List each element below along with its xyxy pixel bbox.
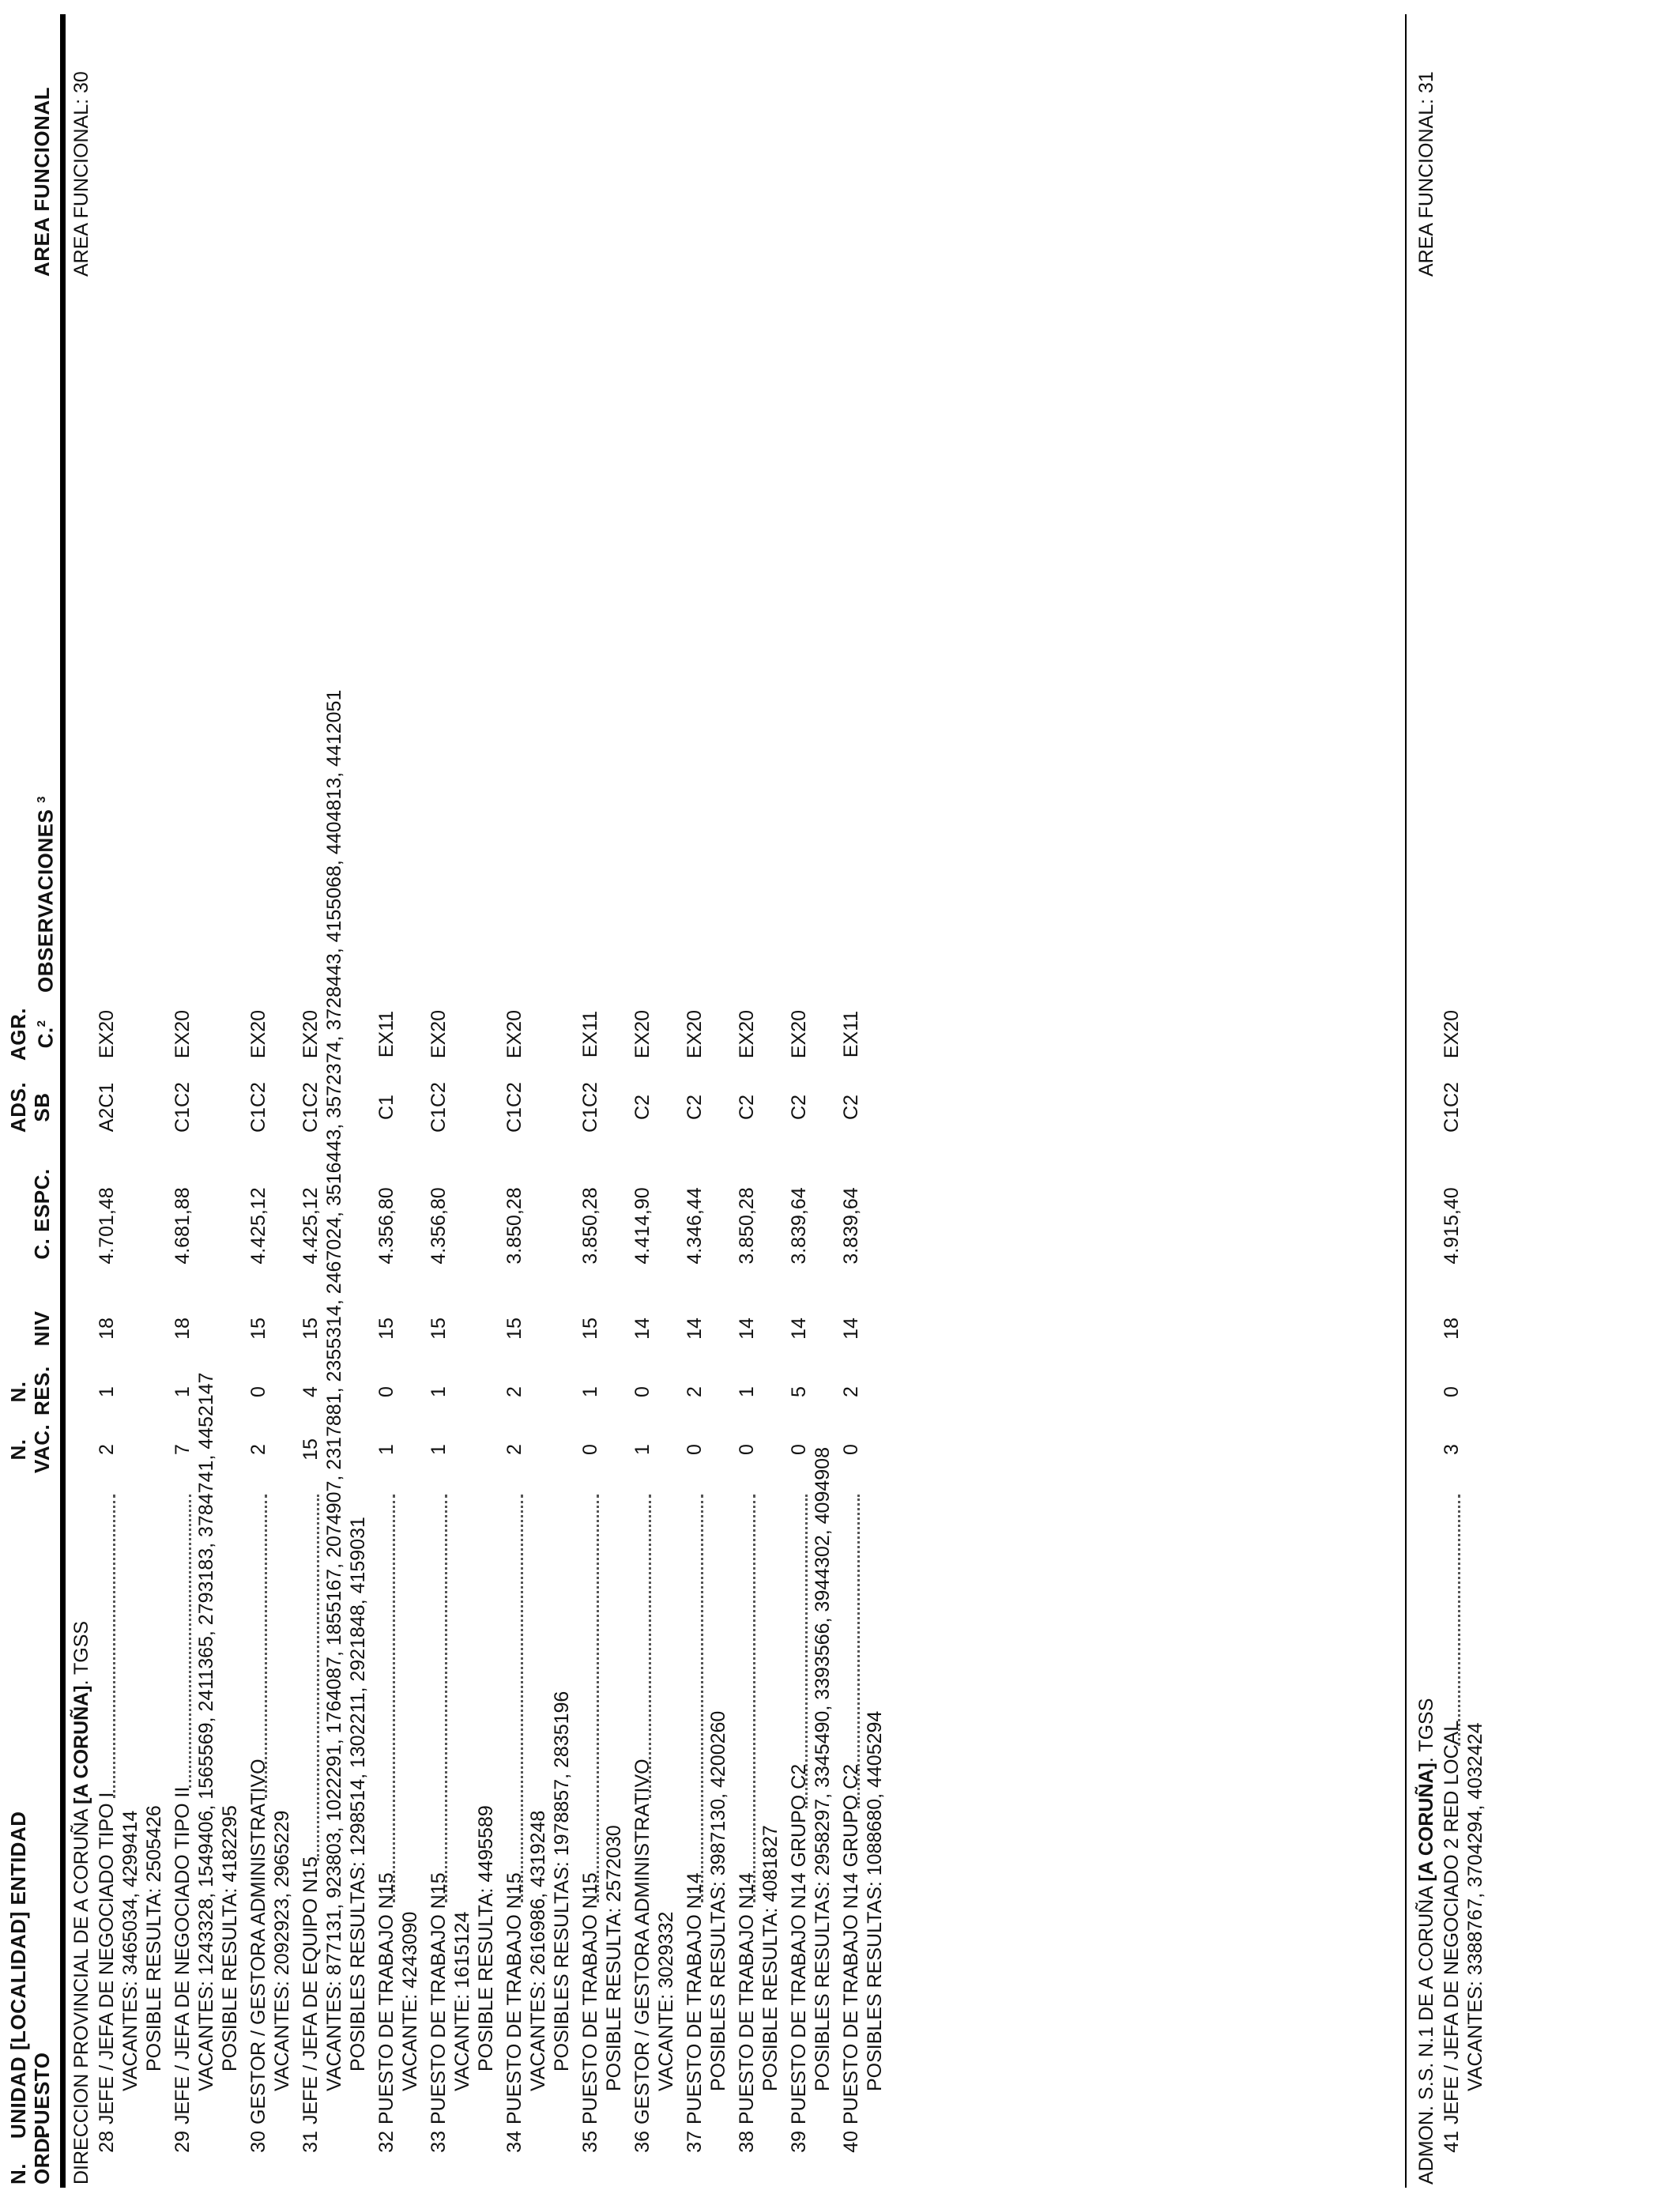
header-obs-label: OBSERVACIONES (33, 809, 58, 993)
unit-name: ADMON. S.S. N.1 DE A CORUÑA (1415, 1881, 1437, 2185)
header-agr-line1: AGR. (6, 1008, 30, 1061)
row-puesto: PUESTO DE TRABAJO N14 GRUPO C2 (840, 1763, 862, 2124)
row-niv: 15 (247, 1318, 269, 1340)
row-puesto: PUESTO DE TRABAJO N14 (684, 1872, 706, 2124)
row-cespc: 3.850,28 (579, 1187, 601, 1265)
row-agr: EX20 (1441, 1009, 1463, 1059)
row-ord: 30 (247, 2131, 269, 2153)
row-res: 1 (579, 1386, 601, 1397)
row-agr: EX20 (428, 1009, 450, 1059)
row-puesto: JEFE / JEFA DE NEGOCIADO 2 RED LOCAL (1441, 1720, 1463, 2124)
row-vac: 0 (684, 1444, 706, 1455)
row-puesto: PUESTO DE TRABAJO N15 (428, 1872, 450, 2124)
header-res (6, 1368, 54, 1416)
row-res: 0 (631, 1386, 654, 1397)
row-detail: POSIBLE RESULTA: 2572030 (603, 1825, 625, 2091)
row-agr: EX20 (503, 1009, 525, 1059)
row-agr: EX20 (736, 1009, 758, 1059)
row-vac: 1 (375, 1444, 397, 1455)
row-detail: VACANTE: 4243090 (399, 1911, 421, 2091)
row-agr: EX20 (247, 1009, 269, 1059)
header-vac-line2: VAC. (30, 1423, 54, 1473)
header-niv-label: NIV (30, 1310, 54, 1347)
row-vac: 1 (428, 1444, 450, 1455)
dot-leader (646, 1495, 651, 1798)
row-detail: VACANTE: 1615124 (451, 1911, 473, 2091)
row-res: 1 (428, 1386, 450, 1397)
row-vac: 0 (736, 1444, 758, 1455)
row-ads: C2 (631, 1095, 654, 1120)
row-vac: 2 (247, 1444, 269, 1455)
row-ads: C2 (684, 1095, 706, 1120)
header-ads (6, 1076, 54, 1139)
row-vac: 7 (171, 1444, 194, 1455)
header-ord (6, 2132, 54, 2185)
row-res: 0 (247, 1386, 269, 1397)
header-ads-line1: ADS. (6, 1081, 30, 1133)
row-vac: 1 (631, 1444, 654, 1455)
header-res-line2: RES. (30, 1366, 54, 1416)
row-niv: 14 (684, 1318, 706, 1340)
dot-leader (855, 1495, 860, 1808)
row-detail: POSIBLE RESULTA: 2505426 (143, 1805, 165, 2071)
row-detail: POSIBLES RESULTAS: 3987130, 4200260 (707, 1710, 729, 2091)
row-detail: POSIBLE RESULTA: 4495589 (475, 1805, 497, 2071)
row-puesto: GESTOR / GESTORA ADMINISTRATIVO (631, 1759, 654, 2124)
header-cespc (6, 1155, 54, 1273)
row-ads: C2 (788, 1095, 810, 1120)
row-agr: EX20 (299, 1009, 322, 1059)
row-niv: 15 (579, 1318, 601, 1340)
row-niv: 15 (428, 1318, 450, 1340)
unit-entity: . TGSS (1415, 1698, 1437, 1763)
row-res: 4 (299, 1386, 322, 1397)
row-ads: C1 (375, 1095, 397, 1120)
row-res: 1 (171, 1386, 194, 1397)
row-detail: VACANTE: 3029332 (655, 1911, 677, 2091)
row-res: 1 (736, 1386, 758, 1397)
row-puesto: PUESTO DE TRABAJO N15 (375, 1872, 397, 2124)
row-ads: C1C2 (503, 1082, 525, 1133)
row-puesto: JEFE / JEFA DE NEGOCIADO TIPO I (96, 1792, 118, 2124)
row-vac: 0 (788, 1444, 810, 1455)
row-ads: C1C2 (428, 1082, 450, 1133)
header-ads-line2: SB (30, 1092, 54, 1122)
row-ord: 31 (299, 2131, 322, 2153)
row-ads: C1C2 (299, 1082, 322, 1133)
dot-leader (111, 1495, 115, 1798)
row-ads: C1C2 (579, 1082, 601, 1133)
row-puesto: PUESTO DE TRABAJO N15 (503, 1872, 525, 2124)
header-ord-line2: ORD. (30, 2132, 54, 2185)
row-detail: POSIBLES RESULTAS: 2958297, 3345490, 3393566, 3944302, 4094908 (812, 1447, 834, 2091)
unit-heading (1414, 1698, 1438, 2185)
row-vac: 2 (503, 1444, 525, 1455)
row-detail: VACANTES: 877131, 923803, 1022291, 1764087, 1855167, 2074907, 2317881, 2355314, 2467024, 3516443, 3572374, 3728443, 4155068, 4404813, 4412051 (323, 689, 345, 2091)
header-obs (6, 796, 58, 993)
row-cespc: 4.681,88 (171, 1187, 194, 1265)
header-cespc-label: C. ESPC. (30, 1168, 54, 1260)
row-ord: 32 (375, 2131, 397, 2153)
row-cespc: 4.425,12 (247, 1187, 269, 1265)
row-res: 1 (96, 1386, 118, 1397)
header-agr-sup: 2 (35, 1020, 48, 1027)
row-puesto: GESTOR / GESTORA ADMINISTRATIVO (247, 1759, 269, 2124)
row-res: 2 (684, 1386, 706, 1397)
row-vac: 15 (299, 1438, 322, 1461)
unit-location: [A CORUÑA] (70, 1685, 92, 1804)
row-agr: EX20 (631, 1009, 654, 1059)
row-puesto: PUESTO DE TRABAJO N14 GRUPO C2 (788, 1763, 810, 2124)
row-niv: 15 (299, 1318, 322, 1340)
unit-heading (70, 1621, 93, 2185)
row-puesto: PUESTO DE TRABAJO N15 (579, 1872, 601, 2124)
row-niv: 18 (1441, 1318, 1463, 1340)
row-cespc: 4.356,80 (428, 1187, 450, 1265)
row-niv: 14 (631, 1318, 654, 1340)
row-detail: POSIBLES RESULTAS: 1978857, 2835196 (551, 1691, 573, 2071)
row-cespc: 4.701,48 (96, 1187, 118, 1265)
row-res: 0 (375, 1386, 397, 1397)
row-niv: 14 (840, 1318, 862, 1340)
row-ads: C2 (736, 1095, 758, 1120)
area-funcional: AREA FUNCIONAL: 31 (1415, 71, 1437, 277)
row-agr: EX11 (579, 1010, 601, 1058)
row-agr: EX20 (171, 1009, 194, 1059)
row-niv: 15 (375, 1318, 397, 1340)
dot-leader (443, 1495, 447, 1902)
row-puesto: PUESTO DE TRABAJO N14 (736, 1872, 758, 2124)
row-ord: 28 (96, 2131, 118, 2153)
row-ads: C2 (840, 1095, 862, 1120)
dot-leader (699, 1495, 703, 1902)
row-res: 0 (1441, 1386, 1463, 1397)
row-cespc: 4.414,90 (631, 1187, 654, 1265)
row-ord: 40 (840, 2131, 862, 2153)
unit-location: [A CORUÑA] (1415, 1762, 1437, 1882)
row-ord: 41 (1441, 2131, 1463, 2153)
unit-name: DIRECCION PROVINCIAL DE A CORUÑA (70, 1804, 92, 2185)
row-puesto: JEFE / JEFA DE EQUIPO N15 (299, 1857, 322, 2124)
row-cespc: 4.425,12 (299, 1187, 322, 1265)
row-res: 2 (840, 1386, 862, 1397)
row-ord: 37 (684, 2131, 706, 2153)
header-area-label: AREA FUNCIONAL (30, 86, 54, 277)
row-cespc: 3.850,28 (503, 1187, 525, 1265)
row-res: 5 (788, 1386, 810, 1397)
section-divider (1405, 14, 1407, 2188)
header-area (6, 87, 54, 277)
row-cespc: 3.839,64 (840, 1187, 862, 1265)
dot-leader (262, 1495, 267, 1798)
row-vac: 0 (579, 1444, 601, 1455)
dot-leader (803, 1495, 808, 1808)
dot-leader (315, 1495, 319, 1860)
header-unidad-line1: UNIDAD [LOCALIDAD] ENTIDAD (6, 1811, 30, 2139)
row-detail: VACANTES: 2092923, 2965229 (271, 1810, 293, 2091)
header-unidad-line2: PUESTO (30, 2052, 54, 2139)
row-vac: 0 (840, 1444, 862, 1455)
row-ord: 39 (788, 2131, 810, 2153)
row-cespc: 4.346,44 (684, 1187, 706, 1265)
row-ads: C1C2 (1441, 1082, 1463, 1133)
row-niv: 15 (503, 1318, 525, 1340)
row-ord: 35 (579, 2131, 601, 2153)
header-vac-line1: N. (6, 1438, 30, 1461)
dot-leader (390, 1495, 395, 1902)
row-agr: EX20 (788, 1009, 810, 1059)
row-niv: 18 (96, 1318, 118, 1340)
header-niv (6, 1305, 54, 1352)
row-ads: C1C2 (171, 1082, 194, 1133)
row-res: 2 (503, 1386, 525, 1397)
row-ord: 34 (503, 2131, 525, 2153)
row-cespc: 3.850,28 (736, 1187, 758, 1265)
row-niv: 18 (171, 1318, 194, 1340)
row-vac: 2 (96, 1444, 118, 1455)
row-ads: A2C1 (96, 1082, 118, 1133)
row-vac: 3 (1441, 1444, 1463, 1455)
dot-leader (594, 1495, 599, 1902)
row-detail: POSIBLES RESULTAS: 1298514, 1302211, 2921848, 4159031 (347, 1517, 369, 2071)
row-niv: 14 (736, 1318, 758, 1340)
row-detail: POSIBLE RESULTA: 4081827 (759, 1825, 782, 2091)
row-detail: POSIBLE RESULTA: 4182295 (219, 1805, 241, 2071)
area-funcional: AREA FUNCIONAL: 30 (70, 71, 92, 277)
row-puesto: JEFE / JEFA DE NEGOCIADO TIPO II (171, 1786, 194, 2124)
dot-leader (751, 1495, 755, 1902)
header-unidad (6, 1811, 54, 2139)
row-ads: C1C2 (247, 1082, 269, 1133)
header-res-line1: N. (6, 1381, 30, 1403)
unit-entity: . TGSS (70, 1620, 92, 1686)
row-niv: 14 (788, 1318, 810, 1340)
dot-leader (186, 1495, 191, 1788)
row-cespc: 4.915,40 (1441, 1187, 1463, 1265)
row-detail: VACANTES: 3388767, 3704294, 4032424 (1464, 1722, 1486, 2091)
row-cespc: 4.356,80 (375, 1187, 397, 1265)
row-agr: EX11 (840, 1010, 862, 1058)
row-detail: VACANTES: 2616986, 4319248 (527, 1810, 549, 2091)
row-agr: EX20 (96, 1009, 118, 1059)
row-detail: VACANTES: 3465034, 4299414 (119, 1810, 141, 2091)
row-ord: 29 (171, 2131, 194, 2153)
row-detail: POSIBLES RESULTAS: 1088680, 4405294 (864, 1710, 886, 2091)
row-ord: 36 (631, 2131, 654, 2153)
header-vac (6, 1423, 54, 1473)
header-agr (6, 1005, 58, 1064)
row-agr: EX11 (375, 1010, 397, 1058)
row-detail: VACANTES: 1243328, 1549406, 1565569, 2411365, 2793183, 3784741, 4452147 (195, 1372, 217, 2091)
header-obs-sup: 3 (35, 796, 48, 803)
header-agr-line2: C. (33, 1027, 58, 1049)
row-agr: EX20 (684, 1009, 706, 1059)
row-ord: 33 (428, 2131, 450, 2153)
header-ord-line1: N. (6, 2163, 30, 2185)
dot-leader (1456, 1495, 1460, 1746)
row-ord: 38 (736, 2131, 758, 2153)
dot-leader (518, 1495, 523, 1902)
row-cespc: 3.839,64 (788, 1187, 810, 1265)
header-rule (60, 14, 66, 2188)
